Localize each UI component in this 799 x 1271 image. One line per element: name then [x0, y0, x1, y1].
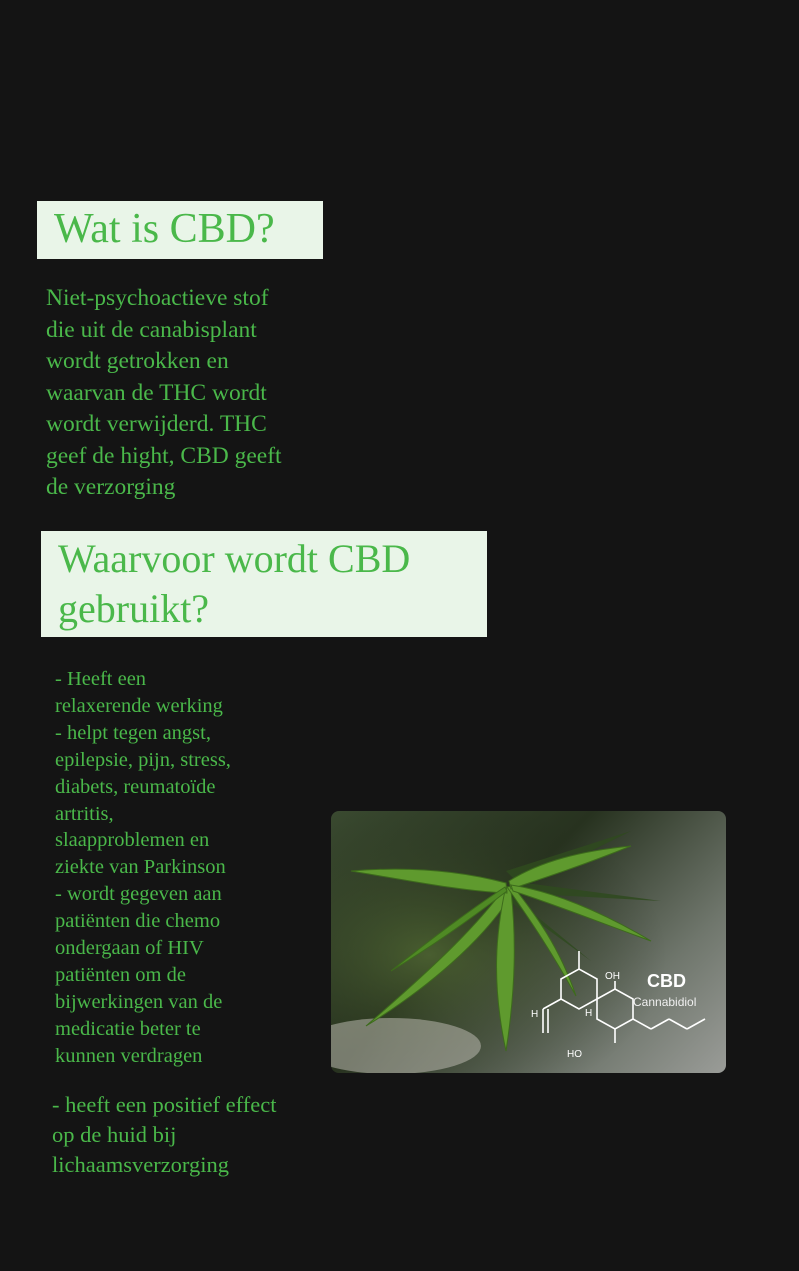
heading-what-used-for: [41, 531, 487, 637]
intro-line: Niet-psychoactieve stof: [46, 285, 269, 311]
uses-line: diabets, reumatoïde: [55, 775, 216, 798]
uses-line: slaapproblemen en: [55, 829, 210, 852]
intro-line: wordt verwijderd. THC: [46, 411, 267, 437]
atom-oh: OH: [605, 971, 620, 982]
uses-line: kunnen verdragen: [55, 1044, 203, 1067]
uses-line: - helpt tegen angst,: [55, 721, 211, 744]
uses-line: ondergaan of HIV: [55, 937, 204, 960]
cannabis-leaf-photo: [331, 811, 726, 1073]
uses-line: ziekte van Parkinson: [55, 856, 226, 879]
heading-what-used-for-line: Waarvoor wordt CBD: [58, 536, 411, 581]
uses-list: [55, 666, 330, 1070]
atom-h-right: H: [585, 1008, 593, 1019]
skin-line: op de huid bij: [52, 1122, 177, 1147]
intro-line: waarvan de THC wordt: [46, 379, 267, 406]
heading-what-used-for-line: gebruikt?: [58, 586, 210, 631]
uses-line: - Heeft een: [55, 668, 147, 690]
intro-line: wordt getrokken en: [46, 348, 229, 374]
heading-what-is-cbd: [37, 201, 323, 259]
skin-line: lichaamsverzorging: [52, 1152, 230, 1177]
uses-line: relaxerende werking: [55, 694, 223, 717]
uses-line: bijwerkingen van de: [55, 990, 223, 1013]
intro-line: de verzorging: [46, 474, 176, 500]
heading-what-is-cbd-text: Wat is CBD?: [54, 206, 275, 252]
uses-line: medicatie beter te: [55, 1017, 201, 1040]
uses-line: patiënten om de: [55, 963, 186, 986]
uses-line: - wordt gegeven aan: [55, 883, 222, 906]
atom-ho: HO: [567, 1049, 582, 1060]
atom-h-left: H: [531, 1009, 539, 1020]
uses-line: artritis,: [55, 802, 114, 825]
image-cbd-title: CBD: [647, 971, 686, 991]
skin-line: - heeft een positief effect: [52, 1092, 277, 1117]
uses-line: patiënten die chemo: [55, 910, 221, 933]
intro-line: geef de hight, CBD geeft: [46, 442, 282, 469]
cannabis-leaf-illustration: [331, 811, 726, 1073]
skin-effect-paragraph: [52, 1090, 352, 1180]
uses-line: epilepsie, pijn, stress,: [55, 748, 231, 771]
intro-line: die uit de canabisplant: [46, 316, 257, 343]
image-cbd-subtitle: Cannabidiol: [633, 995, 697, 1009]
intro-paragraph: [46, 283, 366, 504]
